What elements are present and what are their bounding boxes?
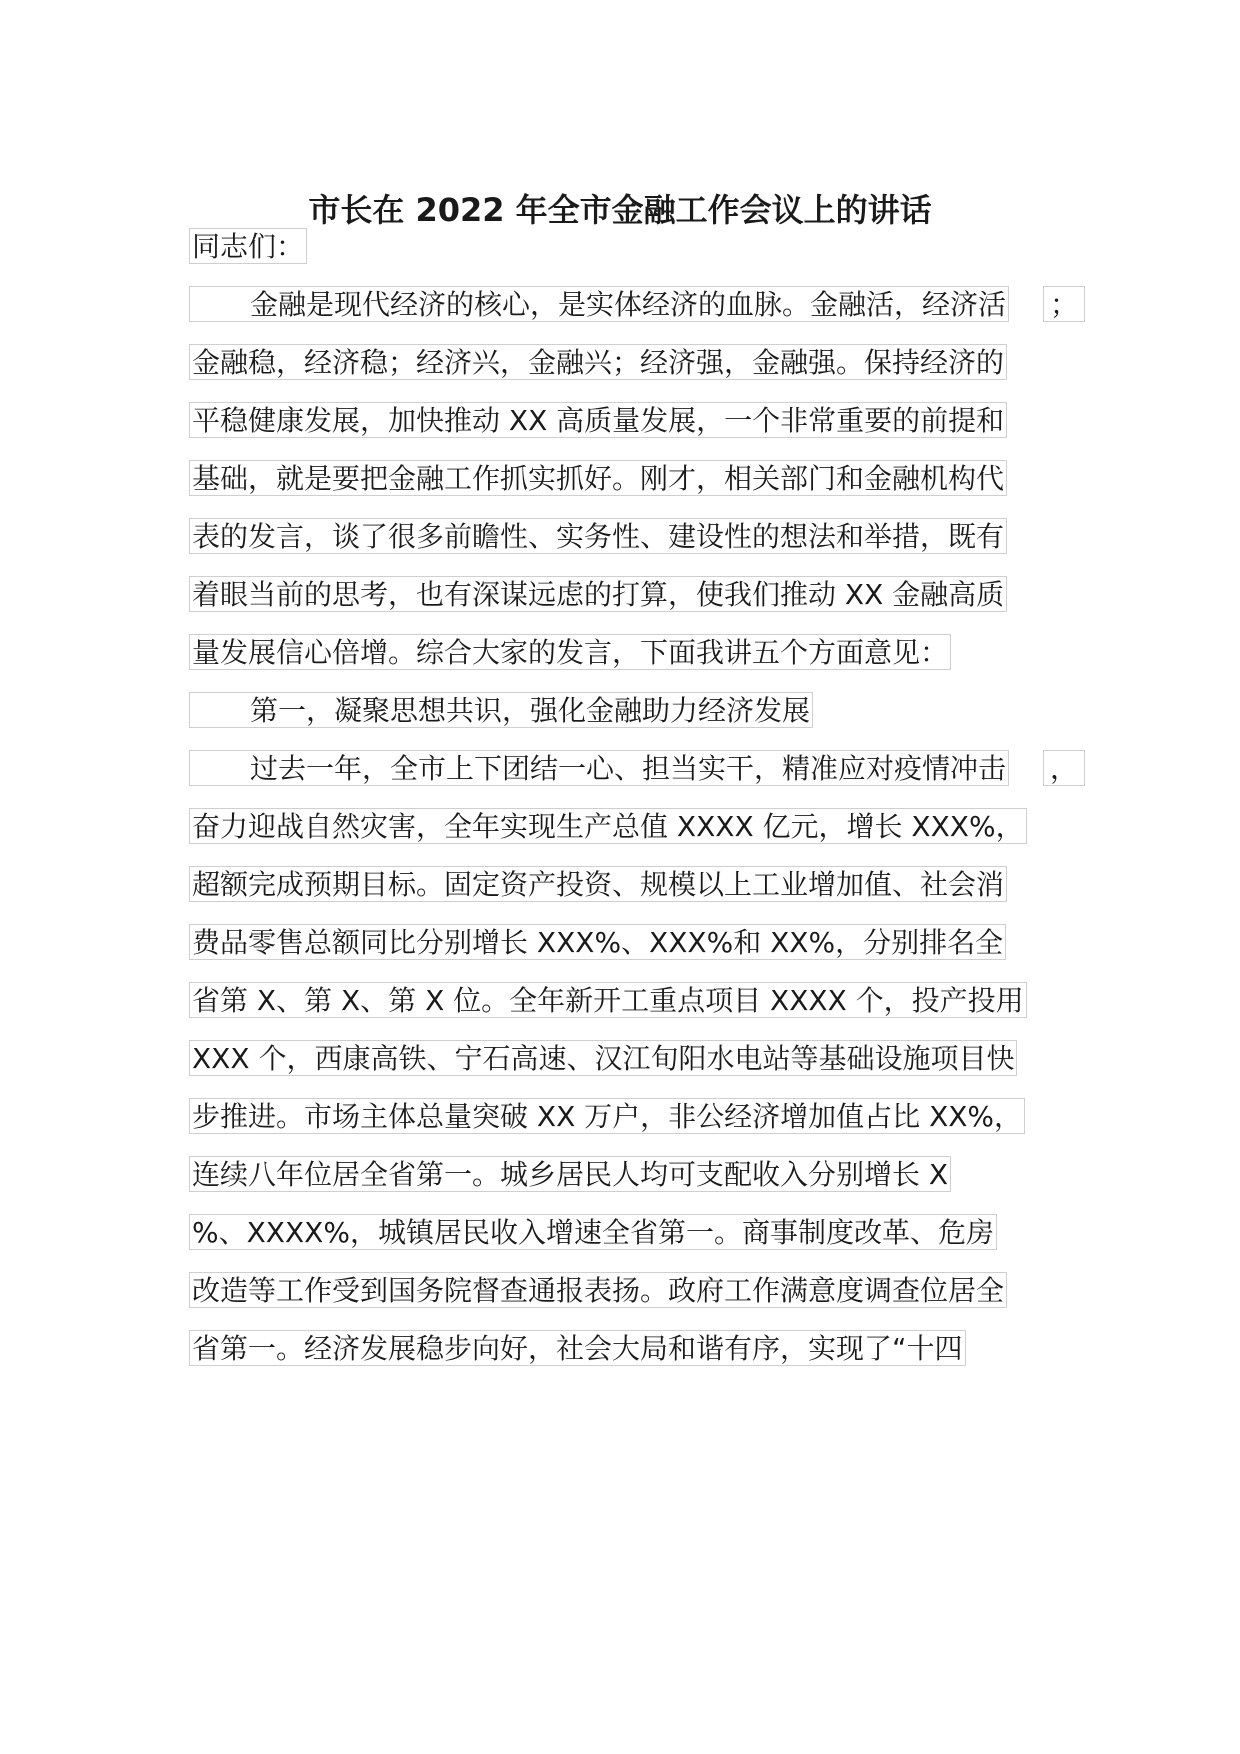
text-line-7: 着眼当前的思考，也有深谋远虑的打算，使我们推动 XX 金融高质 xyxy=(189,576,1007,612)
text-line-1: 同志们： xyxy=(189,228,307,264)
section-heading-1: 第一，凝聚思想共识，强化金融助力经济发展 xyxy=(189,692,813,728)
text-line-15: XXX 个，西康高铁、宁石高速、汉江旬阳水电站等基础设施项目快 xyxy=(189,1040,1017,1076)
text-line-4: 平稳健康发展，加快推动 XX 高质量发展，一个非常重要的前提和 xyxy=(189,402,1007,438)
text-line-6: 表的发言，谈了很多前瞻性、实务性、建设性的想法和举措，既有 xyxy=(189,518,1007,554)
document-title: 市长在 2022 年全市金融工作会议上的讲话 xyxy=(308,191,932,229)
text-line-8: 量发展信心倍增。综合大家的发言，下面我讲五个方面意见： xyxy=(189,634,951,670)
text-line-2: 金融是现代经济的核心，是实体经济的血脉。金融活，经济活 xyxy=(189,286,1009,322)
text-line-10: 过去一年，全市上下团结一心、担当实干，精准应对疫情冲击 xyxy=(189,750,1009,786)
text-line-11: 奋力迎战自然灾害，全年实现生产总值 XXXX 亿元，增长 XXX%， xyxy=(189,808,1027,844)
text-line-10-overflow: ， xyxy=(1043,750,1085,786)
text-line-16: 步推进。市场主体总量突破 XX 万户，非公经济增加值占比 XX%， xyxy=(189,1098,1025,1134)
text-line-17: 连续八年位居全省第一。城乡居民人均可支配收入分别增长 X xyxy=(189,1156,951,1192)
text-line-2-overflow: ； xyxy=(1043,286,1085,322)
text-line-13: 费品零售总额同比分别增长 XXX%、XXX%和 XX%，分别排名全 xyxy=(189,924,1006,960)
text-line-5: 基础，就是要把金融工作抓实抓好。刚才，相关部门和金融机构代 xyxy=(189,460,1007,496)
text-line-3: 金融稳，经济稳；经济兴，金融兴；经济强，金融强。保持经济的 xyxy=(189,344,1007,380)
text-line-19: 改造等工作受到国务院督查通报表扬。政府工作满意度调查位居全 xyxy=(189,1272,1007,1308)
text-line-12: 超额完成预期目标。固定资产投资、规模以上工业增加值、社会消 xyxy=(189,866,1007,902)
text-line-20: 省第一。经济发展稳步向好，社会大局和谐有序，实现了“十四 xyxy=(189,1330,966,1366)
text-line-14: 省第 X、第 X、第 X 位。全年新开工重点项目 XXXX 个，投产投用 xyxy=(189,982,1027,1018)
text-line-18: %、XXXX%，城镇居民收入增速全省第一。商事制度改革、危房 xyxy=(189,1214,997,1250)
